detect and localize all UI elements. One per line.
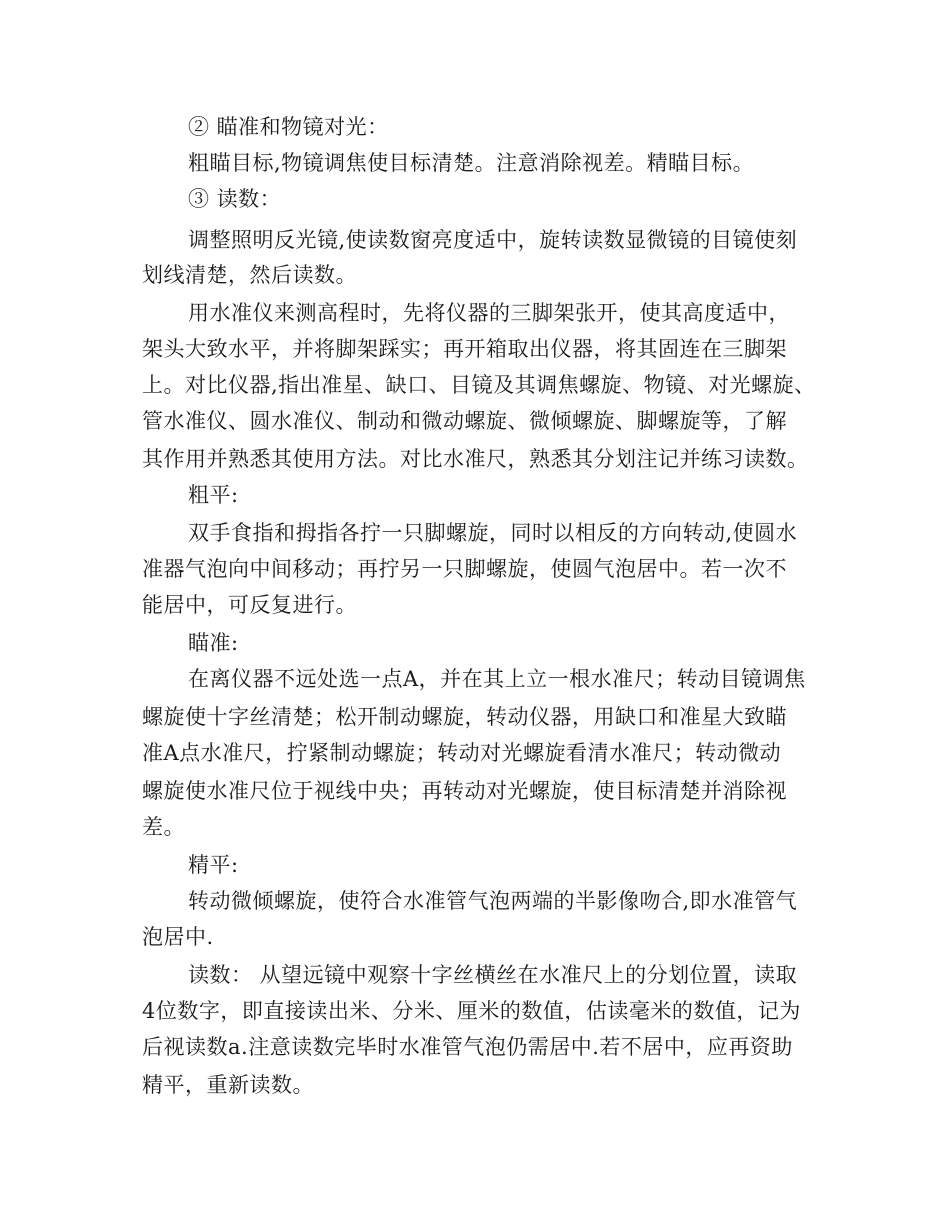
section-heading-aim: 瞄准:: [188, 631, 239, 655]
paragraph-line: 螺旋使十字丝清楚；松开制动螺旋，转动仪器，用缺口和准星大致瞄: [142, 705, 787, 729]
paragraph-line: 准A点水准尺，拧紧制动螺旋；转动对光螺旋看清水准尺；转动微动: [142, 741, 782, 765]
paragraph-line: 调整照明反光镜,使读数窗亮度适中，旋转读数显微镜的目镜使刻: [188, 228, 798, 252]
paragraph-line: 划线清楚，然后读数。: [142, 263, 357, 287]
paragraph-line: 转动微倾螺旋，使符合水准管气泡两端的半影像吻合,即水准管气: [188, 889, 798, 913]
paragraph-line: 粗瞄目标,物镜调焦使目标清楚。注意消除视差。精瞄目标。: [188, 151, 755, 175]
paragraph-line: 后视读数a.注意读数完毕时水准管气泡仍需居中.若不居中，应再资助: [142, 1035, 793, 1059]
paragraph-line: 螺旋使水准尺位于视线中央；再转动对光螺旋，使目标清楚并消除视: [142, 779, 787, 803]
paragraph-line: 上。对比仪器,指出准星、缺口、目镜及其调焦螺旋、物镜、对光螺旋、: [142, 373, 816, 397]
section-heading-fine-level: 精平:: [188, 853, 239, 877]
paragraph-line: 其作用并熟悉其使用方法。对比水准尺，熟悉其分划注记并练习读数。: [142, 447, 809, 471]
paragraph-line: 架头大致水平，并将脚架踩实；再开箱取出仪器，将其固连在三脚架: [142, 337, 787, 361]
paragraph-line: 用水准仪来测高程时，先将仪器的三脚架张开，使其高度适中，: [188, 301, 790, 325]
step-heading-reading: ③ 读数：: [188, 187, 282, 211]
paragraph-line: 4位数字，即直接读出米、分米、厘米的数值，估读毫米的数值，记为: [142, 999, 801, 1023]
paragraph-line: 在离仪器不远处选一点A，并在其上立一根水准尺；转动目镜调焦: [188, 667, 806, 691]
paragraph-line: 泡居中.: [142, 925, 214, 949]
step-heading-aim-focus: ② 瞄准和物镜对光：: [188, 115, 389, 139]
paragraph-line: 精平，重新读数。: [142, 1073, 314, 1097]
paragraph-line: 能居中，可反复进行。: [142, 593, 357, 617]
section-heading-reading: 读数： 从望远镜中观察十字丝横丝在水准尺上的分划位置，读取: [188, 963, 798, 987]
paragraph-line: 准器气泡向中间移动；再拧另一只脚螺旋，使圆气泡居中。若一次不: [142, 557, 787, 581]
paragraph-line: 管水准仪、圆水准仪、制动和微动螺旋、微倾螺旋、脚螺旋等，了解: [142, 409, 787, 433]
paragraph-line: 双手食指和拇指各拧一只脚螺旋，同时以相反的方向转动,使圆水: [188, 521, 798, 545]
section-heading-rough-level: 粗平:: [188, 483, 239, 507]
paragraph-line: 差。: [142, 815, 185, 839]
